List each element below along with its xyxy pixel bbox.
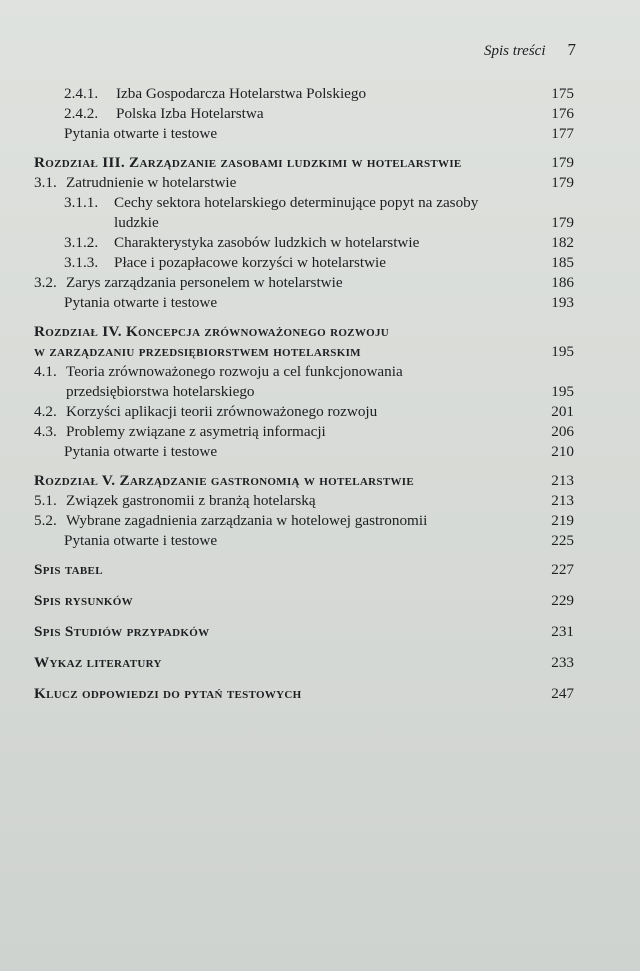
- toc-page-number: 176: [551, 105, 574, 122]
- toc-page-number: 219: [551, 512, 574, 529]
- toc-page-number: 182: [551, 234, 574, 251]
- toc-page-number: 186: [551, 274, 574, 291]
- toc-page-number: 225: [551, 532, 574, 549]
- running-head: [484, 40, 576, 60]
- toc-entry-tables: Spis tabel 227: [34, 561, 574, 578]
- toc-page-number: 210: [551, 443, 574, 460]
- toc-chapter-5: Rozdział V. Zarządzanie gastronomią w hotelarstwie 213: [34, 472, 574, 489]
- toc-entry-questions-2: Pytania otwarte i testowe 177: [64, 125, 574, 142]
- toc-entry-3-2: 3.2. Zarys zarządzania personelem w hotelarstwie 186: [34, 274, 574, 291]
- toc-chapter-4: Rozdział IV. Koncepcja zrównoważonego rozwoju w zarządzaniu przedsiębiorstwem hotelarskim 195: [34, 323, 574, 360]
- toc-page-number: 195: [551, 343, 574, 360]
- toc-page-number: 179: [551, 154, 574, 171]
- toc-page-number: 227: [551, 561, 574, 578]
- toc-entry-3-1-1: 3.1.1. Cechy sektora hotelarskiego determinujące popyt na zasoby ludzkie 179: [64, 194, 574, 231]
- toc-page-number: 233: [551, 654, 574, 671]
- toc-entry-2-4-1: 2.4.1. Izba Gospodarcza Hotelarstwa Polskiego 175: [64, 85, 574, 102]
- toc-entry-4-1: 4.1. Teoria zrównoważonego rozwoju a cel funkcjonowania przedsiębiorstwa hotelarskiego 195: [34, 363, 574, 400]
- page-number: 7: [567, 40, 576, 59]
- toc-entry-figures: Spis rysunków 229: [34, 592, 574, 609]
- toc-page-number: 231: [551, 623, 574, 640]
- toc-page-number: 179: [551, 174, 574, 191]
- toc-page-number: 206: [551, 423, 574, 440]
- toc-entry-answer-key: Klucz odpowiedzi do pytań testowych 247: [34, 685, 574, 702]
- toc-page-number: 247: [551, 685, 574, 702]
- toc-page-number: 213: [551, 492, 574, 509]
- toc-page-number: 193: [551, 294, 574, 311]
- toc-entry-2-4-2: 2.4.2. Polska Izba Hotelarstwa 176: [64, 105, 574, 122]
- toc-entry-literature: Wykaz literatury 233: [34, 654, 574, 671]
- running-head-title: Spis treści: [483, 43, 546, 59]
- toc-entry-questions-4: Pytania otwarte i testowe 210: [64, 443, 574, 460]
- toc-chapter-3: Rozdział III. Zarządzanie zasobami ludzkimi w hotelarstwie 179: [34, 154, 574, 171]
- toc-entry-5-1: 5.1. Związek gastronomii z branżą hotelarską 213: [34, 492, 574, 509]
- toc-page-number: 179: [551, 214, 574, 231]
- toc-entry-3-1-2: 3.1.2. Charakterystyka zasobów ludzkich w hotelarstwie 182: [64, 234, 574, 251]
- toc-entry-questions-3: Pytania otwarte i testowe 193: [64, 294, 574, 311]
- toc-entry-3-1-3: 3.1.3. Płace i pozapłacowe korzyści w hotelarstwie 185: [64, 254, 574, 271]
- toc-page-number: 201: [551, 403, 574, 420]
- toc-entry-case-studies: Spis Studiów przypadków 231: [34, 623, 574, 640]
- toc-page-number: 229: [551, 592, 574, 609]
- toc-page-number: 195: [551, 383, 574, 400]
- toc-page-number: 185: [551, 254, 574, 271]
- toc-entry-4-3: 4.3. Problemy związane z asymetrią informacji 206: [34, 423, 574, 440]
- toc-entry-5-2: 5.2. Wybrane zagadnienia zarządzania w hotelowej gastronomii 219: [34, 512, 574, 529]
- toc-entry-3-1: 3.1. Zatrudnienie w hotelarstwie 179: [34, 174, 574, 191]
- toc-entry-4-2: 4.2. Korzyści aplikacji teorii zrównoważonego rozwoju 201: [34, 403, 574, 420]
- toc-entry-questions-5: Pytania otwarte i testowe 225: [64, 532, 574, 549]
- toc-page-number: 177: [551, 125, 574, 142]
- table-of-contents: [34, 84, 574, 704]
- toc-page-number: 213: [551, 472, 574, 489]
- toc-page-number: 175: [551, 85, 574, 102]
